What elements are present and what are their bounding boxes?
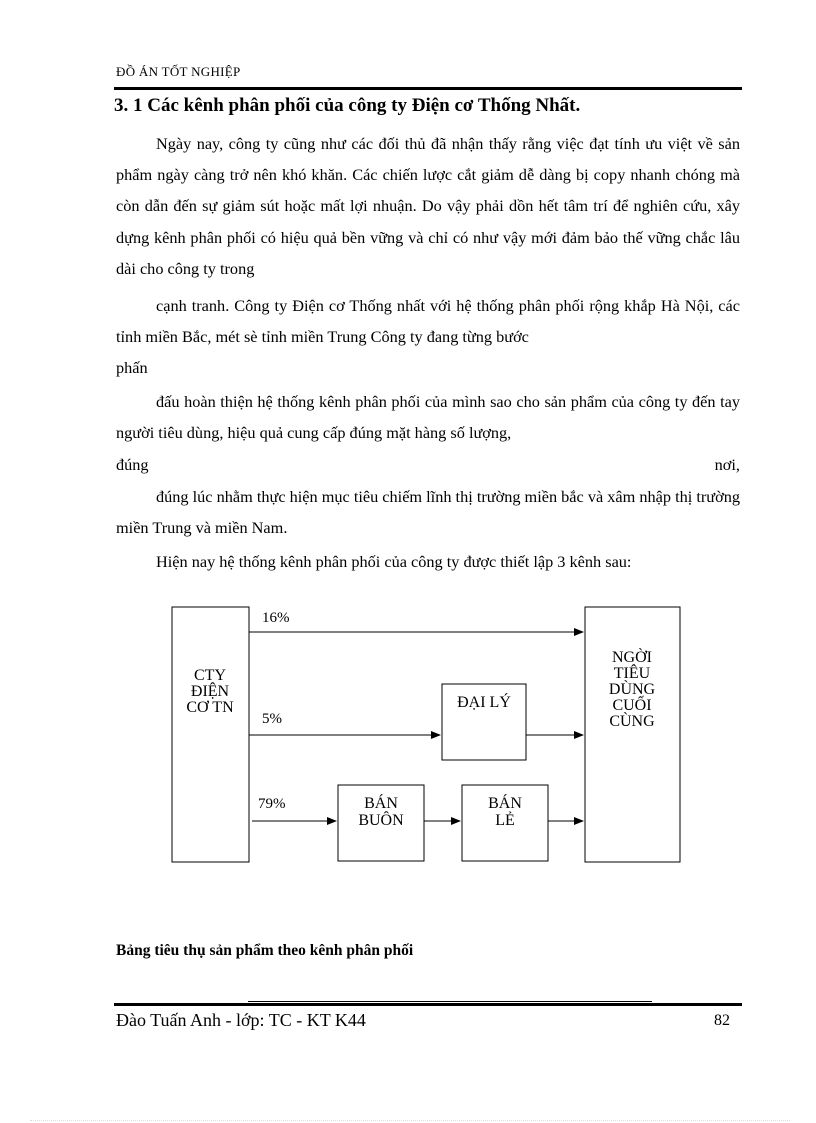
paragraph-1-text: Ngày nay, công ty cũng như các đối thủ đã nhận thấy rằng việc đạt tính ưu việt về sản phẩm ngày càng trở nên khó khăn. Các chiến lược cắt giảm dễ dàng bị copy nhanh chóng mà còn dẫn đến sự giảm sút hoặc mất lợi nhuận. Do vậy phải dồn hết tâm trí để nghiên cứu, xây dựng kênh phân phối có hiệu quả bền vững và chỉ có như vậy mới đảm bảo thế vững chắc lâu dài cho công ty trong — [116, 134, 740, 278]
page-number: 82 — [714, 1012, 730, 1029]
consumer-box-line-5: CÙNG — [609, 713, 655, 730]
footer-rule-thin — [248, 1001, 652, 1002]
consumer-box — [585, 607, 680, 862]
consumer-box-line-1: NGỜI — [612, 649, 652, 666]
paragraph-3-tail-left: đúng — [116, 455, 149, 474]
company-box-line-1: CTY — [194, 667, 226, 684]
agent-channel-percent: 5% — [262, 711, 282, 727]
consumer-box-line-3: DÙNG — [608, 681, 656, 698]
paragraph-2-tail: phấn — [116, 358, 148, 377]
retail-box-line-2: LẺ — [495, 812, 515, 829]
company-box-line-2: ĐIỆN — [190, 683, 230, 700]
company-box-line-3: CƠ TN — [186, 699, 234, 716]
footer-author: Đào Tuấn Anh - lớp: TC - KT K44 — [116, 1010, 366, 1030]
paragraph-5-text: Hiện nay hệ thống kênh phân phối của công ty được thiết lập 3 kênh sau: — [156, 552, 632, 571]
paragraph-4-text: đúng lúc nhằm thực hiện mục tiêu chiếm lĩnh thị trường miền bắc và xâm nhập thị trường miền Trung và miền Nam. — [116, 487, 741, 538]
section-title: 3. 1 Các kênh phân phối của công ty Điện cơ Thống Nhất. — [114, 95, 581, 116]
table-caption: Bảng tiêu thụ sản phẩm theo kênh phân phối — [116, 942, 414, 959]
direct-channel-percent: 16% — [262, 610, 290, 626]
page-bottom-edge — [30, 1120, 790, 1121]
wholesale-channel-percent: 79% — [258, 796, 286, 812]
wholesale-box-line-2: BUÔN — [358, 812, 404, 829]
paragraph-3-text: đấu hoàn thiện hệ thống kênh phân phối của mình sao cho sản phẩm của công ty đến tay người tiêu dùng, hiệu quả cung cấp đúng mặt hàng số lượng, — [116, 392, 740, 443]
paragraph-2-text: cạnh tranh. Công ty Điện cơ Thống nhất với hệ thống phân phối rộng khắp Hà Nội, các tỉnh miền Bắc, mét sè tỉnh miền Trung Công ty đang từng bước — [116, 296, 740, 347]
consumer-box-line-4: CUỐI — [612, 697, 652, 714]
wholesale-box-line-1: BÁN — [364, 795, 398, 812]
footer-rule — [114, 1003, 742, 1006]
document-header: ĐỒ ÁN TỐT NGHIỆP — [116, 64, 241, 79]
consumer-box-line-2: TIÊU — [613, 665, 651, 682]
company-box — [172, 607, 249, 862]
agent-box-label: ĐẠI LÝ — [457, 694, 511, 711]
paragraph-3-tail-right: nơi, — [714, 455, 740, 474]
retail-box-line-1: BÁN — [488, 795, 522, 812]
